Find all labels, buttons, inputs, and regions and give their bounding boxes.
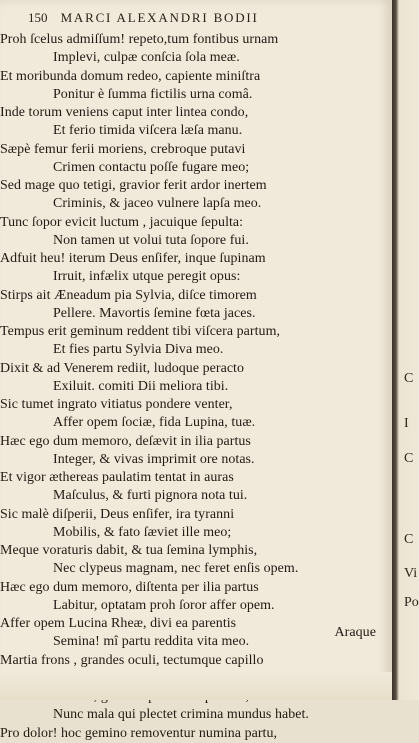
verse-line: Inde torum veniens caput inter lintea condo, — [0, 105, 249, 120]
verse-line: Dixit & ad Venerem rediit, ludoque peracto — [0, 360, 245, 376]
adjacent-page-glyph: Po — [404, 595, 419, 610]
adjacent-page-edge — [392, 0, 419, 700]
verse-line: Adfuit heu! iterum Deus enſifer, inque ſupinam — [0, 251, 266, 266]
adjacent-page-glyph: C — [404, 371, 414, 386]
verse-line: Et ferio timida viſcera læſa manu. — [53, 123, 243, 139]
verse-line: Ponitur è ſumma fictilis urna comâ. — [53, 86, 253, 102]
verse-line: Semina! mî partu reddita vita meo. — [53, 634, 250, 650]
verse-line: Integer, & vivas imprimit ore notas. — [53, 451, 255, 467]
verse-line: Crimen contactu poſſe fugare meo; — [53, 159, 250, 175]
verse-line: Mobilis, & fato ſæviet ille meo; — [53, 524, 232, 540]
verse-line: Et fies partu Sylvia Diva meo. — [53, 342, 224, 358]
verse-line: Tempus erit geminum reddent tibi viſcera partum, — [0, 324, 281, 339]
verse-line: Affer opem Lucina Rheæ, divi ea parentis — [0, 616, 237, 631]
verse-line: Sic tumet ingrato vitiatus pondere venter, — [0, 397, 233, 412]
adjacent-page-glyph: C — [404, 451, 414, 466]
verse-line: Pro dolor! hoc gemino removentur numina partu, — [0, 725, 278, 741]
verse-line: Et vigor æthereas paulatim tentat in auras — [0, 470, 234, 485]
verse-line: Martia frons , grandes oculi, tectumque capillo — [0, 652, 264, 668]
verse-line: Maſculus, & furti pignora nota tui. — [53, 488, 248, 504]
page-number: 150 — [28, 10, 48, 25]
verse-line: Sic malè diſperii, Deus enſifer, ira tyranni — [0, 506, 235, 522]
verse-line: Non tamen ut volui tuta ſopore fui. — [53, 232, 249, 248]
verse-line: Implevi, culpæ conſcia ſola meæ. — [53, 50, 240, 66]
verse-line: Hæc ego dum memoro, deſævit in ilia partus — [0, 433, 251, 449]
verse-line: Irruit, infælix utque peregit opus: — [53, 269, 241, 285]
verse-line: Affer opem ſociæ, fida Lupina, tuæ. — [53, 415, 256, 431]
verse-line: Sæpè femur ferii moriens, crebroque putavi — [0, 141, 246, 157]
verse-line: Criminis, & jaceo vulnere lapſa meo. — [53, 196, 262, 212]
catchword: Araque — [334, 625, 376, 640]
poem-text-block — [0, 31, 392, 743]
verse-line: Hæc ego dum memoro, diſtenta per ilia partus — [0, 579, 259, 595]
adjacent-page-glyph: I — [404, 416, 409, 431]
page-bottom-margin — [0, 672, 392, 700]
verse-line: Exiluit. comiti Dii meliora tibi. — [53, 378, 229, 394]
verse-line: Meque voraturis dabit, & tua ſemina lymphis, — [0, 543, 258, 558]
verse-line: Labitur, optatam proh ſoror affer opem. — [53, 597, 275, 613]
running-title: MARCI ALEXANDRI BODII — [60, 10, 259, 25]
verse-line: Sed mage quo tetigi, gravior ferit ardor inertem — [0, 178, 267, 193]
verse-line: Et moribunda domum redeo, capiente miniſtra — [0, 68, 261, 84]
adjacent-page-glyph: Vi — [404, 566, 418, 581]
running-header — [28, 10, 380, 30]
verse-line: Tunc ſopor evicit luctum , jacuique ſepulta: — [0, 214, 244, 230]
verse-line: Nec clypeus magnam, nec feret enſis opem. — [53, 561, 299, 577]
adjacent-page-glyph: C — [404, 532, 414, 547]
verse-line: Pellere. Mavortis ſemine fœta jaces. — [53, 305, 256, 321]
verse-line: Stirps ait Æneadum pia Sylvia, diſce timorem — [0, 287, 257, 303]
verse-line: Proh ſcelus admiſſum! repeto,tum fontibus urnam — [0, 32, 279, 47]
verse-line: Nunc mala qui plectet crimina mundus habet. — [53, 707, 309, 723]
